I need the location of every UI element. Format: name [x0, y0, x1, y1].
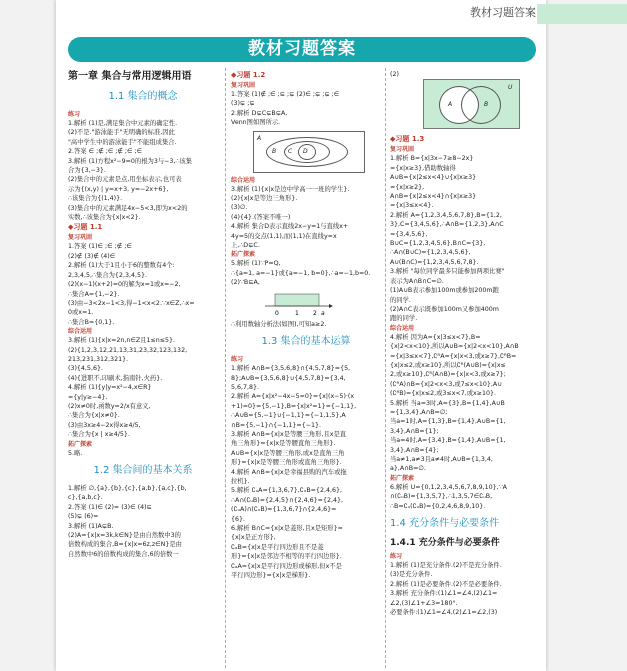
item-number: (2): [390, 71, 399, 78]
answer-line: 1.解析 (1)是充分条件.(2)不是充分条件.: [390, 562, 502, 570]
answer-line: ∴利用数轴分析法(如图),可知a≥2.: [231, 320, 327, 328]
answer-block: [68, 336, 218, 439]
section-heading: 1.2 集合间的基本关系: [93, 465, 193, 476]
answer-line: 的同学.: [390, 296, 411, 304]
answer-line: ∩B={5,−1}∩{−1,1}={−1}.: [231, 421, 321, 429]
answer-line: 4.解析 (1){y|y=x²−4,x∈R}: [68, 384, 152, 392]
answer-line: 5.解析 当a=3时,A={3},B={1,4},A∪B: [390, 399, 505, 407]
answer-line: 1.答案 (1)∈ ;∈ ;∉ ;∈: [68, 243, 132, 251]
answer-block: [231, 259, 381, 287]
answer-line: ∴A∩(∁ᵤB)={2,4,5}∩{2,4,6}={2,4},: [231, 496, 343, 504]
answer-line: 4y=5的交点(1,1),而(1,1)在直线y=x: [231, 232, 337, 240]
explore-label: 拓广探索: [231, 251, 256, 259]
answer-line: 3,4},A∩B={4};: [390, 446, 439, 454]
answer-line: 必要条件:(1)∠1=∠4,(2)∠1=∠2,(3): [390, 609, 498, 617]
answer-line: 平行四边形}={x|x是梯形}.: [231, 572, 311, 580]
exercise-heading: ◆习题 1.3: [390, 135, 425, 144]
answer-line: 2.答案 (1)∈ (2)= (3)∈ (4)⊆: [68, 503, 152, 511]
column-3: [390, 70, 538, 617]
answer-line: (∁ᴿA)∩B={x|2<x<3,或7≤x<10},A∪: [390, 380, 502, 388]
tick-2: 2: [313, 309, 317, 317]
answer-line: 4.解析 因为A={x|3≤x<7},B=: [390, 333, 481, 341]
answer-line: 4.解析 集合D表示直线2x−y=1与直线x+: [231, 223, 349, 231]
answer-line: A∩B={x|2≤x<4}∩{x|x≥3}: [390, 193, 477, 201]
answer-line: ∴集合为{x | x≥4/5}.: [68, 431, 130, 439]
interval-shade: [275, 294, 319, 306]
answer-line: 当a≠1,a≠3且a≠4时,A∪B={1,3,4,: [390, 456, 493, 463]
answer-line: 5.解析 (1)∵P=Q,: [231, 260, 281, 268]
answer-line: a},A∩B=∅.: [390, 465, 426, 473]
answer-line: 3.解析 充分条件:(1)∠1=∠4,(2)∠1=: [390, 590, 498, 598]
answer-line: 当a=4时,A={3,4},B={1,4},A∪B={1,: [390, 437, 506, 445]
answer-line: 2.解析 (1)是必要条件.(2)不是必要条件.: [390, 580, 502, 588]
answer-line: ∴A∩(B∪C)={1,2,3,4,5,6},: [390, 249, 471, 257]
answer-line: c},{a,b,c}.: [68, 494, 103, 502]
column-divider: [225, 68, 226, 668]
nested-venn-diagram: [253, 131, 365, 173]
answer-line: 2.解析 D⊊C⊊B⊊A,: [231, 109, 288, 117]
answer-line: 3},C={3,4,5,6},∴A∩B={1,2,3},A∩C: [390, 221, 504, 229]
exercise-heading: ◆习题 1.1: [68, 223, 103, 232]
number-line-figure: [263, 290, 333, 318]
answers-banner: 教材习题答案: [68, 37, 536, 62]
answer-line: 4.解析 A∩B={x|x是幸福县购的汽车或拖: [231, 468, 347, 476]
answer-line: (2)x≠0时,函数y=2/x有意义,: [68, 402, 151, 410]
answer-line: ∠2,(3)∠1+∠3=180°.: [390, 599, 458, 607]
answer-line: (2)不是."游泳能手"无明确的标准,因此: [68, 129, 175, 137]
answer-line: (3)⊊ ;⊊: [231, 100, 255, 108]
practice-label: 练习: [231, 356, 244, 364]
section-heading: 1.1 集合的概念: [108, 91, 178, 102]
answer-line: Venn图如图所示.: [231, 119, 281, 127]
answer-line: 8};A∪B={3,5,6,8}∪{4,5,7,8}={3,4,: [231, 374, 346, 382]
answer-line: 3.解析 (1)A⊊B.: [68, 522, 114, 530]
answer-line: ={x|3≤x<7},∁ᴿA={x|x<3,或x≥7},∁ᴿB=: [390, 352, 517, 360]
answer-line: {x|x是正方形},: [231, 534, 276, 542]
answer-line: 1.解析 (1)是,满足集合中元素的确定性.: [68, 120, 178, 127]
answer-line: ={x|x≥3},借助数轴得: [390, 164, 456, 172]
venn-label-c: C: [288, 147, 293, 155]
answer-line: (1)A∪B表示参加100m或参加200m跑: [390, 287, 499, 295]
answer-line: ∴B=∁ᵤ(∁ᵤB)={0,2,4,6,8,9,10}.: [390, 502, 486, 510]
answer-line: 表示为A∩B∩C=∅.: [390, 277, 444, 285]
venn-label-b: B: [272, 147, 277, 155]
axis-arrow: [329, 304, 333, 308]
answer-line: ∁ₐB={x|x是平行四边形且不是菱: [231, 543, 324, 551]
answer-line: (3)是充分条件.: [390, 571, 433, 579]
answer-block: [231, 320, 381, 329]
answer-block: [231, 364, 381, 580]
answer-line: 1.解析 B={x|3x−7≥8−2x}: [390, 155, 474, 163]
answer-line: (3)由−3<2x−1<3,得−1<x<2.∵x∈Z,∴x=: [68, 299, 195, 307]
answer-line: {6}.: [231, 515, 246, 523]
answer-block: [231, 185, 381, 251]
review-label: 复习巩固: [390, 146, 415, 154]
answer-line: 3.解析 (1){x|x=2n,n∈Z且1≤n≤5}.: [68, 337, 176, 345]
answer-line: (2)∉ (3)∉ (4)∈: [68, 252, 116, 260]
answer-line: 实数,∴该集合为{x|x<2}.: [68, 214, 141, 222]
venn-label-a: A: [448, 101, 453, 109]
venn-label-d: D: [303, 147, 308, 155]
practice-label: 练习: [68, 111, 81, 118]
answer-block: [390, 333, 538, 474]
answer-line: 当a=1时,A={1,3},B={1,4},A∪B={1,: [390, 418, 506, 426]
answer-line: (2)A={x|x=3k,k∈N}是由自然数中3的: [68, 532, 181, 540]
answer-line: 示为{(x,y) | y=x+3, y=−2x+6},: [68, 185, 169, 193]
answer-line: 3,4},A∩B={1};: [390, 427, 439, 435]
venn-set-b: [461, 86, 501, 124]
section-heading: 1.3 集合的基本运算: [261, 336, 351, 348]
answer-line: 自然数中6的倍数构成的集合,6的倍数一: [68, 550, 179, 558]
answer-line: B∪C={1,2,3,4,5,6},B∩C={3},: [390, 240, 486, 248]
answer-line: 5.解析 ∁ᵤA={1,3,6,7},∁ᵤB={2,4,6},: [231, 487, 342, 495]
answer-line: ={y|y≥−4}.: [68, 393, 108, 401]
answer-line: {x|x≤2,或x≥10},所以∁ᴿ(A∪B)={x|x≤: [390, 361, 506, 369]
section-heading: 1.4 充分条件与必要条件: [390, 518, 500, 530]
answer-line: A∪B={x|x是等腰三角形,或x是直角三角: [231, 449, 345, 457]
answer-line: ={1,3,4},A∩B=∅;: [390, 408, 448, 416]
answer-line: 角三角形}={x|x是等腰直角三角形}.: [231, 440, 336, 448]
answer-line: 合为{3,−3}.: [68, 167, 106, 175]
answer-block: [390, 154, 538, 323]
tick-a: a: [321, 309, 325, 317]
answer-line: (3)由3x≥4−2x得x≥4/5,: [68, 421, 141, 429]
answer-line: {x|2<x<10},所以A∪B={x|2<x<10},A∩B: [390, 343, 519, 351]
answer-line: ∴集合B={0,1}.: [68, 318, 115, 326]
answer-line: 3.解析 A∩B={x|x是等腰三角形,且x是直: [231, 430, 347, 438]
answer-line: A∪(B∩C)={1,2,3,4,5,6,7,8}.: [390, 258, 479, 266]
answer-line: (∁ᴿB)={x|x≤2,或3≤x<7,或x≥10}.: [390, 390, 497, 398]
practice-label: 练习: [390, 553, 403, 561]
exercise-heading: ◆习题 1.2: [231, 71, 266, 79]
answer-line: 2,或x≥10},∁ᴿ(A∩B)={x|x<3,或x≥7};: [390, 371, 506, 379]
answer-line: ∩(∁ᵤB)={1,3,5,7},∴1,3,5,7∈∁ᵤB,: [390, 493, 493, 501]
answer-line: 形}={x|x是邻边不相等的平行四边形}.: [231, 553, 342, 561]
answer-line: ∴A∪B={5,−1}∪{−1,1}={−1,1,5},A: [231, 412, 346, 420]
answer-line: 上,∴D⊊C.: [231, 242, 260, 250]
tick-0: 0: [275, 309, 279, 317]
apply-label: 综合运用: [231, 176, 256, 184]
answer-line: ∴{a=1, a=−1}或{a=−1, b=0},∴a=−1,b=0.: [231, 269, 371, 277]
subsection-heading: 1.4.1 充分条件与必要条件: [390, 538, 500, 549]
answer-block: [68, 484, 218, 559]
answer-line: 3.解析 "每位同学最多只能参加两项比赛": [390, 268, 505, 276]
answer-line: ={3,4,5,6},: [390, 230, 428, 238]
answer-line: 拉机}.: [231, 477, 250, 485]
answer-block: [68, 119, 218, 222]
explore-label: 拓广探索: [68, 440, 93, 448]
answer-line: 形}={x|x是等腰三角形或直角三角形}.: [231, 459, 342, 467]
answer-line: 1.答案 (1)∉ ;∈ ;⊆ ;⊊ (2)∈ ;⊊ ;⊊ ;∈: [231, 91, 340, 98]
column-2: [231, 70, 381, 580]
answer-line: ={x|3≤x<4}.: [390, 202, 434, 210]
answer-line: "高中学生中的游泳能手"不能组成集合.: [68, 138, 177, 146]
answer-line: 2.解析 (1)大于1且小于6的整数有4个:: [68, 262, 175, 270]
explore-label: 拓广探索: [390, 474, 415, 482]
answer-line: 1.解析 A∩B={3,5,6,8}∩{4,5,7,8}={5,: [231, 365, 351, 373]
answer-line: (5)⊊ (6)=: [68, 513, 99, 521]
answer-line: ∁ₐA={x|x是平行四边形或梯形,但x不是: [231, 562, 342, 570]
number-line-svg: [263, 290, 333, 318]
answer-line: (3){4,5,6}.: [68, 365, 103, 373]
venn-label-a: A: [257, 134, 262, 142]
column-divider: [385, 68, 386, 668]
review-label: 复习巩固: [231, 82, 256, 89]
review-label: 复习巩固: [68, 234, 93, 242]
answer-line: ∴该集合为{(1,4)}.: [68, 195, 123, 203]
answer-line: (2){x|x是等边三角形}.: [231, 195, 298, 203]
answer-line: 5.略.: [68, 449, 83, 457]
answer-line: (2){1,2,3,12,21,13,31,23,32,123,132,: [68, 346, 188, 354]
answer-line: 2.答案 ∈ ;∉ ;∈ ;∉ ;∈ ;∈: [68, 148, 143, 156]
apply-label: 综合运用: [390, 324, 415, 332]
column-1: [68, 70, 218, 559]
answer-line: 2.解析 A={1,2,3,4,5,6,7,8},B={1,2,: [390, 211, 502, 219]
answer-line: 跑的同学.: [390, 315, 418, 323]
answer-line: (2)A∩C表示既参加100m又参加400m: [390, 305, 499, 313]
answer-line: 6.解析 U={0,1,2,3,4,5,6,7,8,9,10},∵A: [390, 483, 507, 491]
apply-label: 综合运用: [68, 328, 93, 336]
page-tab-marker: [537, 4, 627, 24]
answer-block: [390, 483, 538, 511]
venn-label-u: U: [508, 84, 513, 92]
answer-line: (4){4}.(答案不唯一): [231, 213, 291, 221]
answer-line: 2,3,4,5,∴集合为{2,3,4,5}.: [68, 271, 147, 279]
answer-line: ∴集合A={1,−2}.: [68, 290, 120, 298]
answer-line: 213,231,312,321}.: [68, 355, 129, 363]
answer-line: (2)(x−1)(x+2)=0的解为x=1或x=−2,: [68, 281, 181, 289]
answer-line: ∴集合为{x|x≠0}.: [68, 412, 120, 420]
answer-line: (3)集合中的元素满足4x−5<3,即为x<2的: [68, 204, 188, 212]
answer-line: 0或x=1.: [68, 309, 94, 317]
answer-line: (4){进职不,印刷术,指南针,火药}.: [68, 374, 163, 382]
venn-label-b: B: [484, 101, 489, 109]
answer-line: (3)∅.: [231, 204, 248, 212]
answer-line: ={x|x≥2},: [390, 183, 425, 191]
answer-block: [231, 90, 381, 128]
answer-line: (2)∵B⊆A,: [231, 279, 260, 287]
answer-block: [68, 449, 218, 458]
answer-block: [68, 242, 218, 327]
answer-line: 3.解析 (1)方程x²−9=0的根为3与−3,∴该集: [68, 157, 193, 165]
answer-line: (∁ᵤA)∩(∁ᵤB)={1,3,6,7}∩{2,4,6}=: [231, 506, 337, 514]
answer-line: 2.解析 A={x|x²−4x−5=0}={x|(x−5)·(x: [231, 393, 355, 401]
tick-1: 1: [295, 309, 299, 317]
chapter-title: 第一章 集合与常用逻辑用语: [68, 71, 192, 82]
answer-line: +1)=0}={5,−1},B={x|x²=1}={−1,1},: [231, 402, 357, 410]
answer-line: 1.解析 ∅,{a},{b},{c},{a,b},{a,c},{b,: [68, 485, 187, 492]
answer-line: 3.解析 (1){x|x是边中学高一一班的学生}.: [231, 185, 350, 193]
two-set-venn-diagram: [423, 79, 520, 129]
answer-line: (2)集合中的元素是点,用坐标表示,也可表: [68, 176, 182, 184]
answer-line: 5,6,7,8}.: [231, 383, 260, 391]
answer-line: 倍数构成的集合,B={x|x=6z,z∈N}是由: [68, 541, 182, 549]
answer-block: [390, 561, 538, 617]
answer-line: 6.解析 B∩C={x|x是菱形,且x是矩形}=: [231, 525, 343, 532]
answer-line: A∪B={x|2≤x<4}∪{x|x≥3}: [390, 174, 477, 182]
running-header: 教材习题答案: [470, 6, 536, 19]
